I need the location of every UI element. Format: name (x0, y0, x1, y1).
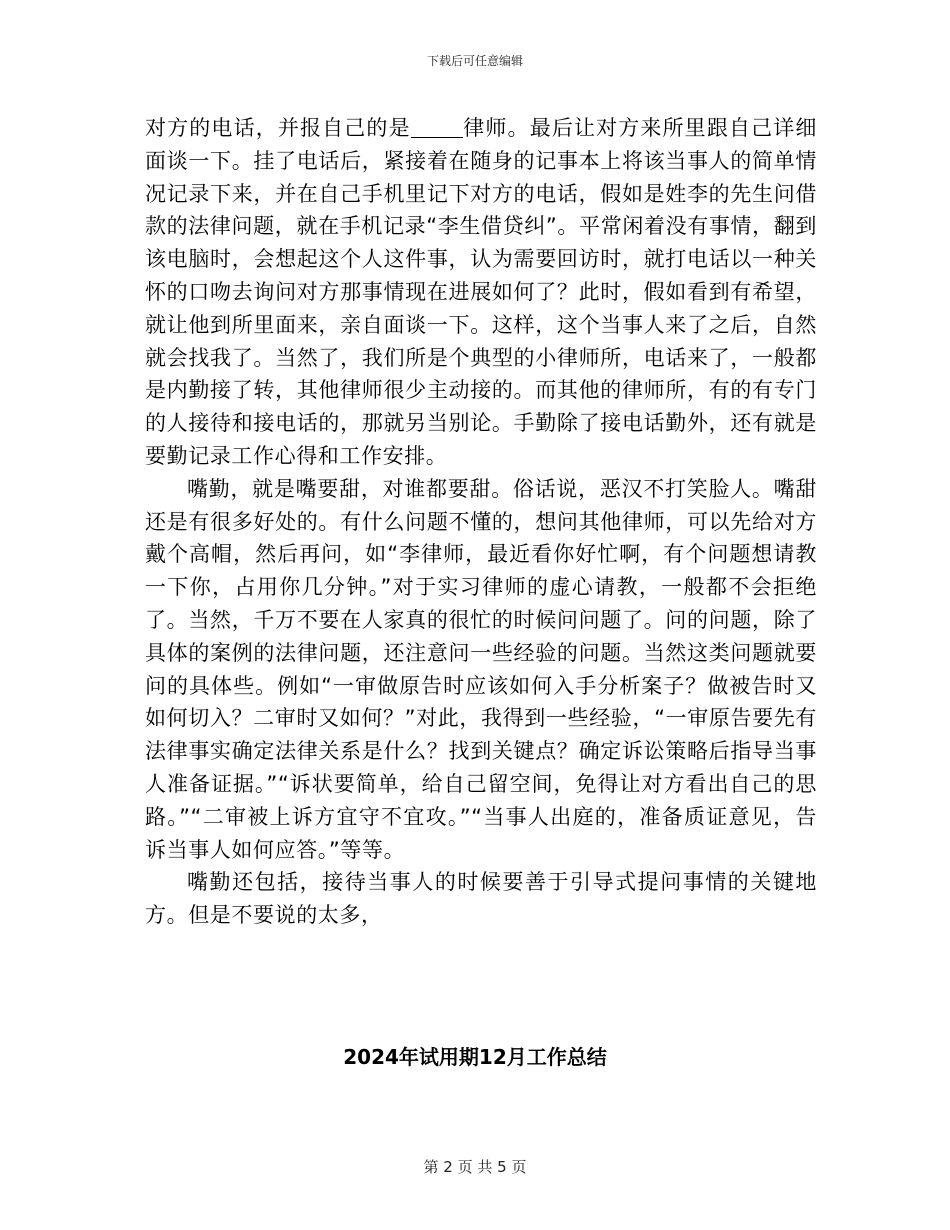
document-title: 2024年试用期12月工作总结 (343, 1045, 607, 1069)
page-footer: 第 2 页 共 5 页 (423, 1158, 527, 1176)
document-body (145, 112, 817, 932)
page-header: 下载后可任意编辑 (426, 54, 523, 68)
paragraph-2: 嘴勤，就是嘴要甜，对谁都要甜。俗话说，恶汉不打笑脸人。嘴甜还是有很多好处的。有什么问题不懂的，想问其他律师，可以先给对方戴个高帽，然后再问，如“李律师，最近看你好忙啊，有个问题想请教一下你，占用你几分钟。”对于实习律师的虚心请教，一般都不会拒绝了。当然，千万不要在人家真的很忙的时候问问题了。问的问题，除了具体的案例的法律问题，还注意问一些经验的问题。当然这类问题就要问的具体些。例如“一审做原告时应该如何入手分析案子？做被告时又如何切入？二审时又如何？”对此，我得到一些经验，“一审原告要先有法律事实确定法律关系是什么？找到关键点？确定诉讼策略后指导当事人准备证据。”“诉状要简单，给自己留空间，免得让对方看出自己的思路。”“二审被上诉方宜守不宜攻。”“当事人出庭的，准备质证意见，告诉当事人如何应答。”等等。 (145, 476, 817, 862)
paragraph-1-start: 对方的电话，并报自己的是 (145, 116, 411, 140)
fill-in-blank (411, 116, 463, 138)
paragraph-3: 嘴勤还包括，接待当事人的时候要善于引导式提问事情的关键地方。但是不要说的太多， (145, 870, 817, 928)
paragraph-1-rest: 律师。最后让对方来所里跟自己详细面谈一下。挂了电话后，紧接着在随身的记事本上将该当事人的简单情况记录下来，并在自己手机里记下对方的电话，假如是姓李的先生问借款的法律问题，就在手机记录“李生借贷纠”。平常闲着没有事情，翻到该电脑时，会想起这个人这件事，认为需要回访时，就打电话以一种关怀的口吻去询问对方那事情现在进展如何了？此时，假如看到有希望，就让他到所里面来，亲自面谈一下。这样，这个当事人来了之后，自然就会找我了。当然了，我们所是个典型的小律师所，电话来了，一般都是内勤接了转，其他律师很少主动接的。而其他的律师所，有的有专门的人接待和接电话的，那就另当别论。手勤除了接电话勤外，还有就是要勤记录工作心得和工作安排。 (145, 116, 817, 468)
paragraph-1 (145, 112, 817, 473)
